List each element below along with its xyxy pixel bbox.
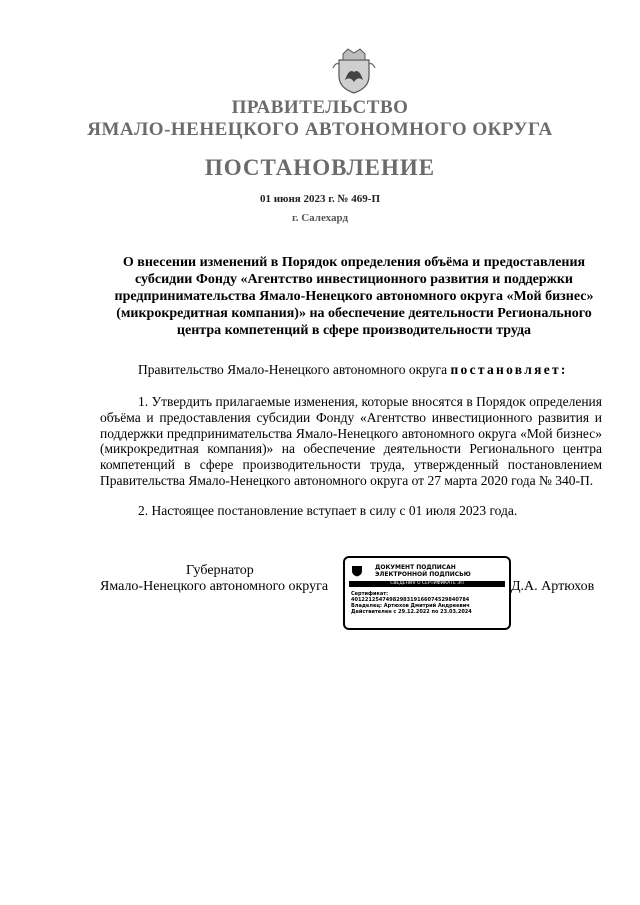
electronic-signature-stamp (343, 556, 511, 630)
stamp-cert-label: Сертификат: (351, 591, 389, 597)
stamp-validity: Действителен с 29.12.2022 по 23.03.2024 (351, 609, 472, 615)
stamp-emblem-icon (351, 563, 363, 577)
paragraph-item-2: 2. Настоящее постановление вступает в силу с 01 июля 2023 года. (138, 503, 518, 518)
coat-of-arms-icon (331, 46, 377, 94)
stamp-owner: Владелец: Артюхов Дмитрий Андреевич (351, 603, 470, 609)
signatory-name: Д.А. Артюхов (511, 579, 595, 594)
date-and-number: 01 июня 2023 г. № 469-П (259, 193, 381, 205)
intro-text: Правительство Ямало-Ненецкого автономного округа (138, 362, 451, 377)
stamp-details (351, 591, 503, 615)
intro-emphasis: постановляет: (450, 362, 568, 377)
stamp-heading (375, 564, 471, 578)
stamp-heading-line1: ДОКУМЕНТ ПОДПИСАН (375, 564, 456, 571)
signatory-title-line2: Ямало-Ненецкого автономного округа (100, 579, 329, 594)
government-name-line2: ЯМАЛО-НЕНЕЦКОГО АВТОНОМНОГО ОКРУГА (87, 119, 553, 140)
stamp-heading-line2: ЭЛЕКТРОННОЙ ПОДПИСЬЮ (375, 571, 471, 578)
paragraph-item-1: 1. Утвердить прилагаемые изменения, которые вносятся в Порядок определения объёма и предоставления субсидии Фонду «Агентство инвестиционного развития и поддержки предпринимательства Ямало-Ненецкого автономного округа «Мой бизнес» (микрокредитная компания)» на обеспечение деятельности Регионального центра компетенций в сфере производительности труда, утвержденный постановлением Правительства Ямало-Ненецкого автономного округа от 27 марта 2020 года № 340-П. (100, 394, 602, 488)
document-title: О внесении изменений в Порядок определения объёма и предоставления субсидии Фонду «Агентство инвестиционного развития и поддержки предпринимательства Ямало-Ненецкого автономного округа «Мой бизнес» (микрокредитная компания)» на обеспечение деятельности Регионального центра компетенций в сфере производительности труда (114, 255, 594, 338)
document-type: ПОСТАНОВЛЕНИЕ (204, 155, 436, 180)
intro-paragraph (100, 362, 602, 378)
city: г. Салехард (291, 212, 349, 224)
stamp-cert-number: 4012212547498298319166074529840784 (351, 597, 470, 603)
stamp-bar: СВЕДЕНИЯ О СЕРТИФИКАТЕ ЭП (349, 581, 505, 587)
government-name-line1: ПРАВИТЕЛЬСТВО (231, 97, 409, 118)
signatory-title-line1: Губернатор (186, 563, 254, 578)
